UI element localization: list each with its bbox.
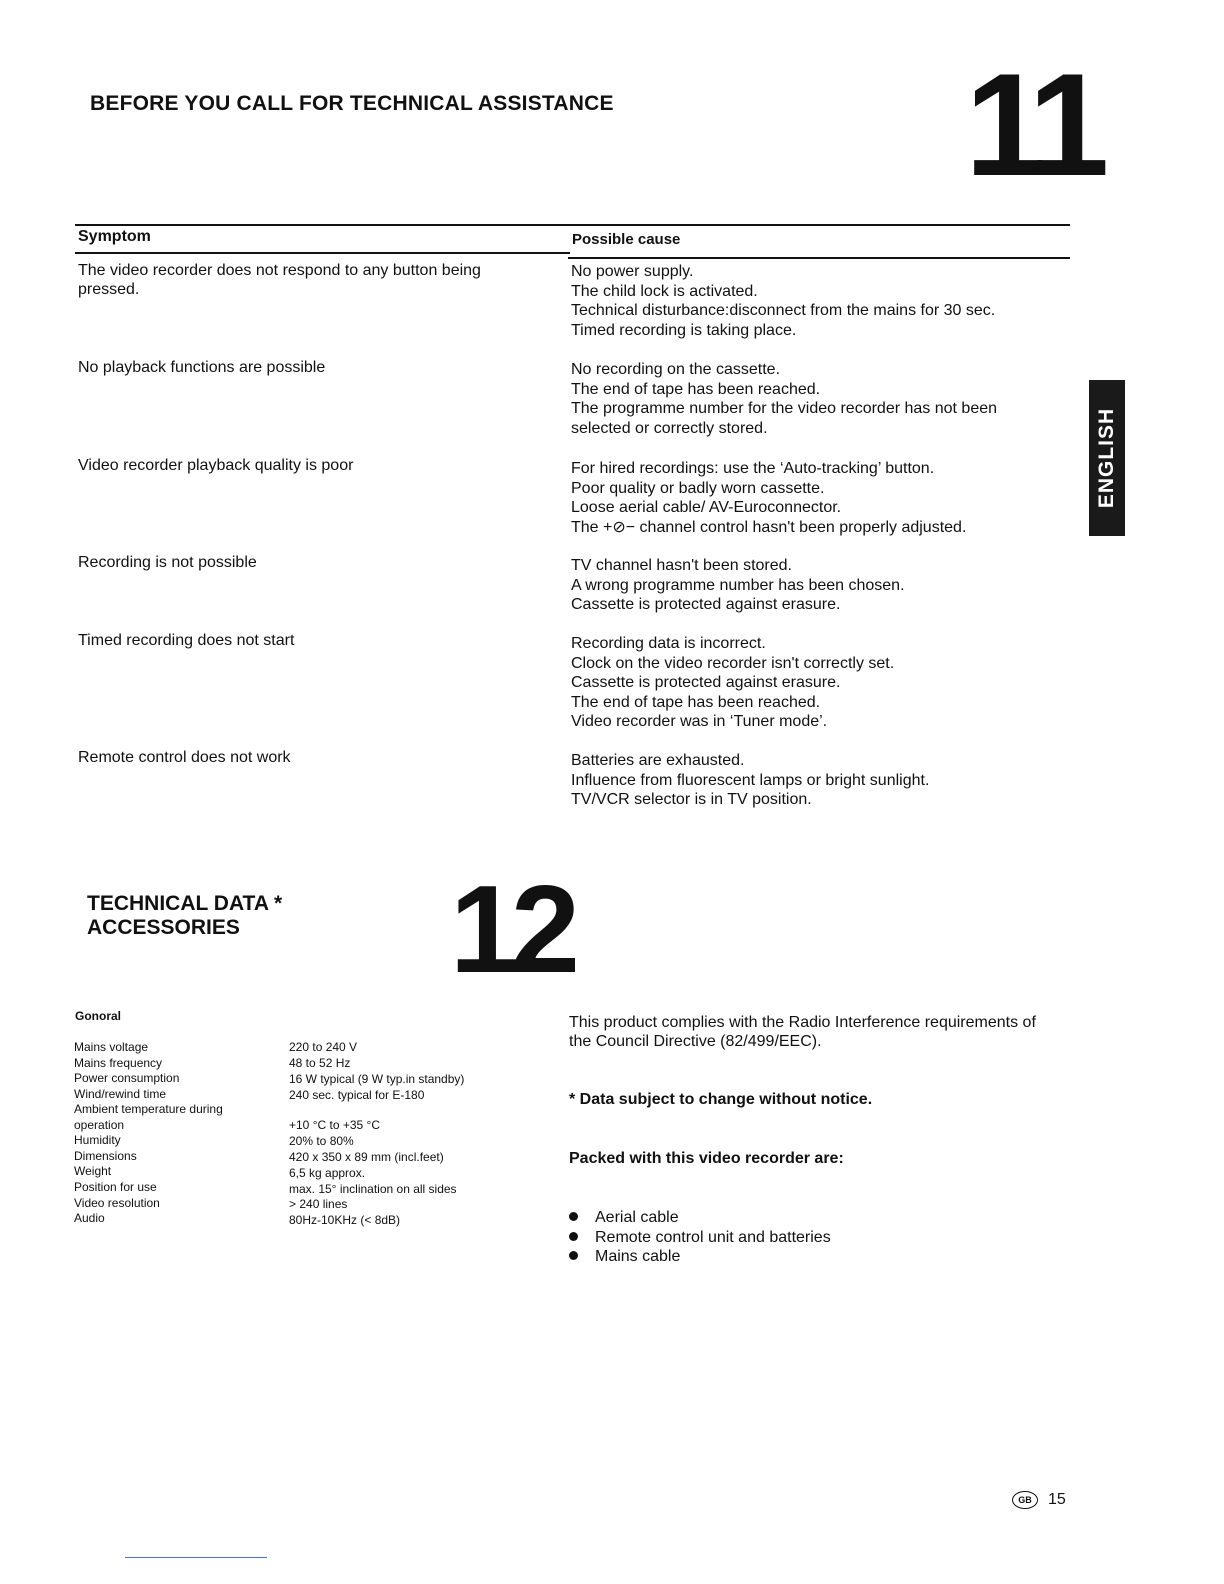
spec-label: Dimensions (74, 1149, 137, 1163)
spec-value: 240 sec. typical for E-180 (289, 1088, 425, 1102)
symptom-remote-not-work: Remote control does not work (78, 749, 291, 766)
accessory-label: Mains cable (595, 1248, 681, 1265)
cause-item: The +⊘− channel control hasn't been properly adjusted. (571, 518, 967, 536)
section-11-title: BEFORE YOU CALL FOR TECHNICAL ASSISTANCE (90, 92, 614, 115)
symptom-timed-not-start: Timed recording does not start (78, 632, 295, 649)
cause-item: Influence from fluorescent lamps or bright sunlight. (571, 771, 930, 789)
spec-value: 220 to 240 V (289, 1040, 358, 1054)
spec-value: max. 15° inclination on all sides (289, 1182, 457, 1196)
data-change-notice: * Data subject to change without notice. (569, 1091, 873, 1108)
section-12-title-line2: ACCESSORIES (87, 916, 240, 939)
spec-value: 48 to 52 Hz (289, 1056, 351, 1070)
causes-recording-not-possible (571, 556, 1051, 615)
symptom-poor-quality: Video recorder playback quality is poor (78, 457, 354, 474)
symptom-header-rule (75, 252, 570, 254)
spec-label: Mains voltage (74, 1040, 149, 1054)
cause-item: selected or correctly stored. (571, 419, 768, 437)
cause-item: Poor quality or badly worn cassette. (571, 479, 825, 497)
country-badge: GB (1012, 1491, 1038, 1509)
spec-value: 6,5 kg approx. (289, 1166, 366, 1180)
cause-item: TV/VCR selector is in TV position. (571, 791, 812, 809)
spec-value: 420 x 350 x 89 mm (incl.feet) (289, 1150, 444, 1164)
bullet-icon (569, 1251, 578, 1260)
cause-item: Loose aerial cable/ AV-Euroconnector. (571, 499, 842, 517)
spec-value: 80Hz-10KHz (< 8dB) (289, 1213, 401, 1227)
cause-item: TV channel hasn't been stored. (571, 557, 792, 574)
causes-no-playback (571, 360, 1051, 438)
spec-label: Weight (74, 1164, 112, 1178)
cause-item: Cassette is protected against erasure. (571, 596, 841, 614)
cause-item: The programme number for the video recorder has not been (571, 400, 998, 418)
cause-item: No power supply. (571, 263, 694, 280)
cause-item: Cassette is protected against erasure. (571, 674, 841, 692)
spec-label: Mains frequency (74, 1056, 163, 1070)
general-heading: Gonoral (75, 1009, 122, 1023)
spec-label: operation (74, 1118, 125, 1132)
section-11-number: 11 (965, 43, 1100, 206)
cause-item: Timed recording is taking place. (571, 321, 797, 339)
cause-item: Batteries are exhausted. (571, 752, 745, 769)
cause-item: No recording on the cassette. (571, 361, 781, 378)
page-number: 15 (1048, 1491, 1066, 1508)
spec-label: Power consumption (74, 1071, 180, 1085)
accessory-label: Remote control unit and batteries (595, 1229, 831, 1246)
spec-label: Wind/rewind time (74, 1087, 167, 1101)
symptom-recording-not-possible: Recording is not possible (78, 554, 257, 571)
spec-value: 20% to 80% (289, 1134, 354, 1148)
accessory-item (569, 1208, 679, 1227)
spec-value: +10 °C to +35 °C (289, 1118, 380, 1132)
language-tab-label: ENGLISH (1095, 407, 1118, 509)
language-tab (1089, 380, 1125, 536)
cause-item: Video recorder was in ‘Tuner mode’. (571, 713, 828, 731)
spec-label: Audio (74, 1211, 105, 1225)
packed-with-title: Packed with this video recorder are: (569, 1150, 844, 1167)
causes-no-response (571, 262, 1051, 340)
footer-link-line (125, 1557, 267, 1558)
section-12-title-line1: TECHNICAL DATA * (87, 892, 283, 915)
header-symptom: Symptom (78, 228, 151, 245)
table-top-rule (75, 224, 1070, 226)
cause-item: A wrong programme number has been chosen. (571, 576, 905, 594)
spec-value: 16 W typical (9 W typ.in standby) (289, 1072, 465, 1086)
section-12-number: 12 (450, 861, 572, 999)
cause-item: For hired recordings: use the ‘Auto-tracking’ button. (571, 460, 935, 477)
bullet-icon (569, 1212, 578, 1221)
cause-item: Clock on the video recorder isn't correctly set. (571, 654, 895, 672)
spec-value: > 240 lines (289, 1197, 348, 1211)
cause-item: The child lock is activated. (571, 282, 758, 300)
symptom-no-response: The video recorder does not respond to any button being pressed. (78, 262, 481, 298)
causes-timed-not-start (571, 634, 1051, 732)
cause-item: The end of tape has been reached. (571, 380, 821, 398)
spec-label: Position for use (74, 1180, 157, 1194)
cause-item: Recording data is incorrect. (571, 635, 766, 652)
causes-poor-quality (571, 459, 1051, 537)
accessory-label: Aerial cable (595, 1209, 679, 1226)
spec-label: Video resolution (74, 1196, 160, 1210)
causes-remote-not-work (571, 751, 1051, 810)
cause-item: The end of tape has been reached. (571, 693, 821, 711)
accessory-item (569, 1247, 680, 1266)
header-possible-cause: Possible cause (572, 231, 681, 248)
symptom-no-playback: No playback functions are possible (78, 359, 326, 376)
cause-item: Technical disturbance:disconnect from the mains for 30 sec. (571, 302, 996, 320)
accessory-item (569, 1228, 831, 1247)
compliance-text: This product complies with the Radio Interference requirements of the Council Directive (82/499/EEC). (569, 1014, 1036, 1050)
spec-label: Humidity (74, 1133, 121, 1147)
bullet-icon (569, 1232, 578, 1241)
page-footer (1012, 1491, 1066, 1509)
cause-header-rule (568, 257, 1070, 259)
spec-label: Ambient temperature during (74, 1102, 223, 1116)
